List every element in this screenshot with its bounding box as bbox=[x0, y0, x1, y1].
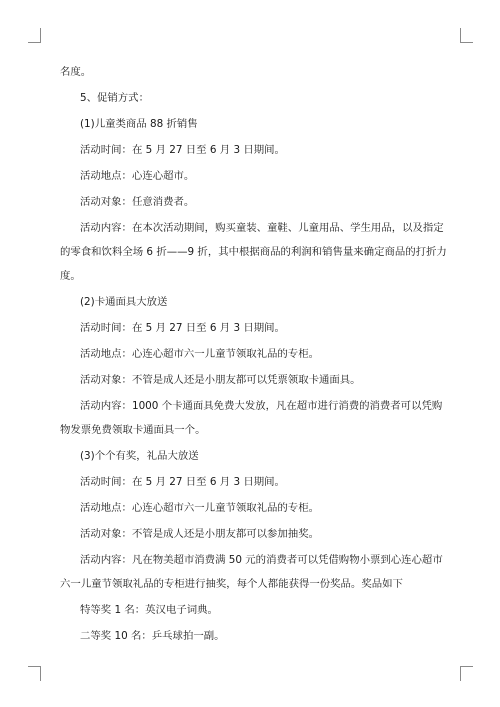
paragraph-line: 活动时间：在 5 月 27 日至 6 月 3 日期间。 bbox=[80, 322, 285, 334]
paragraph-line: 活动地点：心连心超市。 bbox=[80, 170, 195, 182]
paragraph-line: 的零食和饮料全场 6 折——9 折，其中根据商品的利润和销售量来确定商品的打折力 bbox=[60, 246, 447, 258]
paragraph-line: 活动地点：心连心超市六一儿童节领取礼品的专柜。 bbox=[80, 502, 319, 514]
paragraph-line: 活动对象：任意消费者。 bbox=[80, 196, 195, 208]
paragraph-line: 物发票免费领取卡通面具一个。 bbox=[60, 424, 206, 436]
document-body bbox=[60, 65, 447, 643]
paragraph-line: 六一儿童节领取礼品的专柜进行抽奖，每个人都能获得一份奖品。奖品如下 bbox=[60, 578, 403, 590]
paragraph-line: 活动对象：不管是成人还是小朋友都可以参加抽奖。 bbox=[80, 528, 319, 540]
subsection-heading: (1)儿童类商品 88 折销售 bbox=[80, 118, 198, 130]
crop-mark-bottom-right bbox=[460, 666, 473, 681]
subsection-heading: (2)卡通面具大放送 bbox=[80, 296, 168, 308]
paragraph-line: 活动地点：心连心超市六一儿童节领取礼品的专柜。 bbox=[80, 348, 319, 360]
paragraph-line: 特等奖 1 名：英汉电子词典。 bbox=[80, 604, 218, 616]
paragraph-line: 度。 bbox=[60, 270, 81, 282]
paragraph-line: 活动内容：在本次活动期间，购买童装、童鞋、儿童用品、学生用品，以及指定 bbox=[80, 222, 444, 234]
paragraph-line: 活动对象：不管是成人还是小朋友都可以凭票领取卡通面具。 bbox=[80, 374, 361, 386]
paragraph-line: 名度。 bbox=[60, 66, 92, 78]
crop-mark-top-left bbox=[28, 28, 41, 43]
crop-mark-bottom-left bbox=[28, 666, 41, 681]
paragraph-line: 活动内容：凡在物美超市消费满 50 元的消费者可以凭借购物小票到心连心超市 bbox=[80, 554, 443, 566]
crop-mark-top-right bbox=[460, 28, 473, 43]
paragraph-line: 活动内容：1000 个卡通面具免费大发放，凡在超市进行消费的消费者可以凭购 bbox=[80, 400, 443, 412]
paragraph-line: 二等奖 10 名：乒乓球拍一副。 bbox=[80, 630, 225, 642]
section-heading: 5、促销方式： bbox=[80, 92, 149, 104]
paragraph-line: 活动时间：在 5 月 27 日至 6 月 3 日期间。 bbox=[80, 144, 285, 156]
subsection-heading: (3)个个有奖，礼品大放送 bbox=[80, 450, 199, 462]
paragraph-line: 活动时间：在 5 月 27 日至 6 月 3 日期间。 bbox=[80, 476, 285, 488]
